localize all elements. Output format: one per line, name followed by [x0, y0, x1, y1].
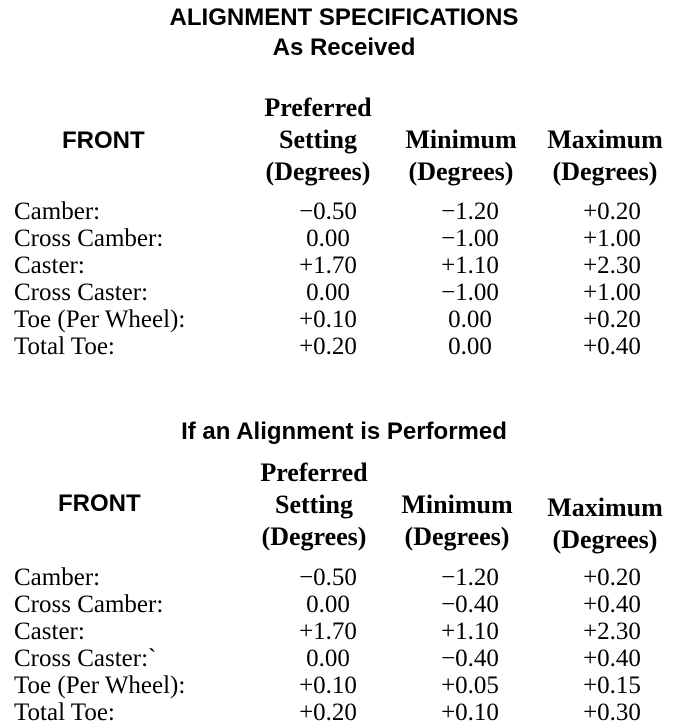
table-row	[14, 225, 674, 252]
minimum-value: +0.05	[441, 672, 499, 699]
table-row	[14, 699, 674, 726]
maximum-value: +0.40	[583, 645, 641, 672]
table-row	[14, 279, 674, 306]
preferred-value: 0.00	[306, 279, 350, 306]
preferred-value: 0.00	[306, 645, 350, 672]
minimum-value: −0.40	[441, 645, 499, 672]
maximum-value: +2.30	[583, 252, 641, 279]
row-label: Cross Caster:`	[14, 645, 157, 672]
maximum-value: +1.00	[583, 225, 641, 252]
row-label: Cross Caster:	[14, 279, 149, 306]
minimum-value: −1.00	[441, 279, 499, 306]
column-header-minimum: Minimum (Degrees)	[401, 490, 513, 551]
preferred-value: −0.50	[299, 198, 357, 225]
table-row	[14, 591, 674, 618]
maximum-value: +0.30	[583, 699, 641, 726]
maximum-value: +0.40	[583, 591, 641, 618]
column-header-maximum: Maximum (Degrees)	[547, 493, 663, 554]
preferred-value: +0.20	[299, 699, 357, 726]
minimum-value: −1.00	[441, 225, 499, 252]
table-heading: FRONT	[62, 127, 145, 154]
preferred-value: 0.00	[306, 591, 350, 618]
table-row	[14, 198, 674, 225]
table-row	[14, 564, 674, 591]
maximum-value: +0.20	[583, 564, 641, 591]
minimum-value: +1.10	[441, 618, 499, 645]
minimum-value: +1.10	[441, 252, 499, 279]
maximum-value: +0.40	[583, 333, 641, 360]
preferred-value: 0.00	[306, 225, 350, 252]
row-label: Camber:	[14, 198, 101, 225]
page-title: ALIGNMENT SPECIFICATIONS	[169, 4, 519, 31]
table-row	[14, 645, 674, 672]
preferred-value: +0.20	[299, 333, 357, 360]
maximum-value: +0.20	[583, 198, 641, 225]
row-label: Total Toe:	[14, 699, 115, 726]
maximum-value: +0.15	[583, 672, 641, 699]
column-header-maximum: Maximum (Degrees)	[547, 125, 663, 186]
table-row	[14, 252, 674, 279]
column-header-preferred: Preferred Setting (Degrees)	[264, 93, 372, 186]
preferred-value: +0.10	[299, 306, 357, 333]
preferred-value: +1.70	[299, 252, 357, 279]
row-label: Caster:	[14, 618, 85, 645]
minimum-value: 0.00	[448, 306, 492, 333]
minimum-value: 0.00	[448, 333, 492, 360]
page-subtitle: As Received	[272, 34, 416, 61]
preferred-value: −0.50	[299, 564, 357, 591]
row-label: Caster:	[14, 252, 85, 279]
row-label: Toe (Per Wheel):	[14, 672, 186, 699]
row-label: Toe (Per Wheel):	[14, 306, 186, 333]
table-row	[14, 618, 674, 645]
table-heading: FRONT	[58, 490, 141, 517]
row-label: Cross Camber:	[14, 225, 164, 252]
maximum-value: +0.20	[583, 306, 641, 333]
table-row	[14, 672, 674, 699]
row-label: Camber:	[14, 564, 101, 591]
preferred-value: +1.70	[299, 618, 357, 645]
row-label: Total Toe:	[14, 333, 115, 360]
column-header-preferred: Preferred Setting (Degrees)	[260, 458, 368, 551]
maximum-value: +1.00	[583, 279, 641, 306]
minimum-value: −1.20	[441, 198, 499, 225]
section-title: If an Alignment is Performed	[181, 418, 507, 445]
maximum-value: +2.30	[583, 618, 641, 645]
minimum-value: −0.40	[441, 591, 499, 618]
table-row	[14, 306, 674, 333]
minimum-value: −1.20	[441, 564, 499, 591]
row-label: Cross Camber:	[14, 591, 164, 618]
table-row	[14, 333, 674, 360]
column-header-minimum: Minimum (Degrees)	[405, 125, 517, 186]
preferred-value: +0.10	[299, 672, 357, 699]
minimum-value: +0.10	[441, 699, 499, 726]
